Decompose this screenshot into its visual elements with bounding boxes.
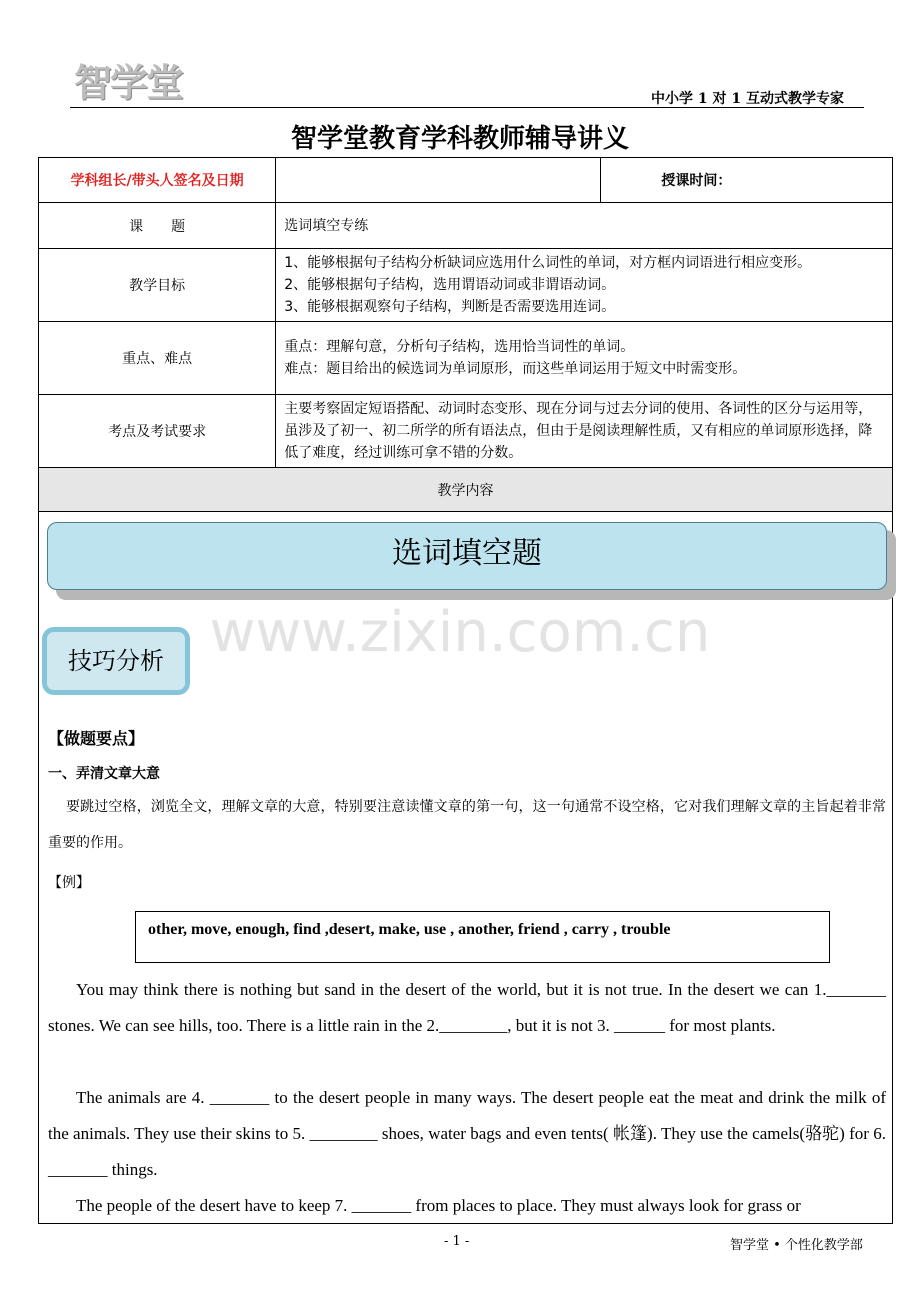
topic-value: 选词填空专练: [276, 203, 893, 249]
key-point-item: 难点：题目给出的候选词为单词原形，而这些单词运用于短文中时需变形。: [284, 361, 747, 377]
exam-content: 主要考察固定短语搭配、动词时态变形、现在分词与过去分词的使用、各词性的区分与运用等，虽涉及了初一、初二所学的所有语法点，但由于是阅读理解性质，又有相应的单词原形选择，降低了难度，经过训练可拿不错的分数。: [276, 395, 893, 468]
signature-label: 学科组长/带头人签名及日期: [39, 158, 276, 203]
watermark: www.zixin.com.cn: [209, 600, 711, 665]
content-row: [39, 468, 893, 512]
key-points-content: [276, 322, 893, 395]
info-table: [38, 157, 893, 512]
logo: 智学堂: [74, 61, 183, 105]
example-label: 【例】: [48, 875, 90, 891]
topic-label: 课 题: [39, 203, 276, 249]
lesson-time-label: 授课时间：: [601, 158, 893, 203]
story-paragraph: The animals are 4. _______ to the desert people in many ways. The desert people eat the meat and drink the milk of the animals. They use their skins to 5. ________ shoes, water bags and even tents( 帐篷). They use the camels(骆驼) for 6. _______ things.: [48, 1088, 886, 1179]
header-divider: [70, 107, 864, 108]
document-title: 智学堂教育学科教师辅导讲义: [290, 124, 629, 154]
signature-row: [39, 158, 893, 203]
word-box: other, move, enough, find ,desert, make, use , another, friend , carry , trouble: [135, 911, 830, 963]
page-number: - 1 -: [444, 1234, 470, 1249]
footer-org: 智学堂 • 个性化教学部: [730, 1238, 863, 1253]
story-paragraph: You may think there is nothing but sand in the desert of the world, but it is not true. In the desert we can 1._______ stones. We can see hills, too. There is a little rain in the 2.________, but it is not 3. ______ for most plants.: [48, 980, 886, 1035]
key-points-row: [39, 322, 893, 395]
header-slogan: 中小学 1 对 1 互动式教学专家: [651, 91, 844, 107]
topic-row: [39, 203, 893, 249]
goals-row: [39, 249, 893, 322]
teaching-content-label: 教学内容: [39, 468, 893, 512]
intro-paragraph: 要跳过空格，浏览全文，理解文章的大意，特别要注意读懂文章的第一句，这一句通常不设空格，它对我们理解文章的主旨起着非常重要的作用。: [48, 799, 886, 851]
goals-label: 教学目标: [39, 249, 276, 322]
section-tag: 技巧分析: [42, 627, 190, 695]
key-points-label: 重点、难点: [39, 322, 276, 395]
points-heading: 【做题要点】: [48, 729, 145, 748]
exam-row: [39, 395, 893, 468]
exam-label: 考点及考试要求: [39, 395, 276, 468]
goal-item: 1、能够根据句子结构分析缺词应选用什么词性的单词，对方框内词语进行相应变形。: [284, 255, 812, 271]
signature-value: [276, 158, 601, 203]
goal-item: 3、能够根据观察句子结构，判断是否需要选用连词。: [284, 299, 616, 315]
sub-heading: 一、弄清文章大意: [48, 766, 160, 782]
story-paragraph: The people of the desert have to keep 7. _______ from places to place. They must always look for grass or: [76, 1196, 801, 1215]
goals-content: [276, 249, 893, 322]
goal-item: 2、能够根据句子结构，选用谓语动词或非谓语动词。: [284, 277, 616, 293]
key-point-item: 重点：理解句意，分析句子结构，选用恰当词性的单词。: [284, 339, 635, 355]
section-banner: 选词填空题: [47, 522, 887, 590]
